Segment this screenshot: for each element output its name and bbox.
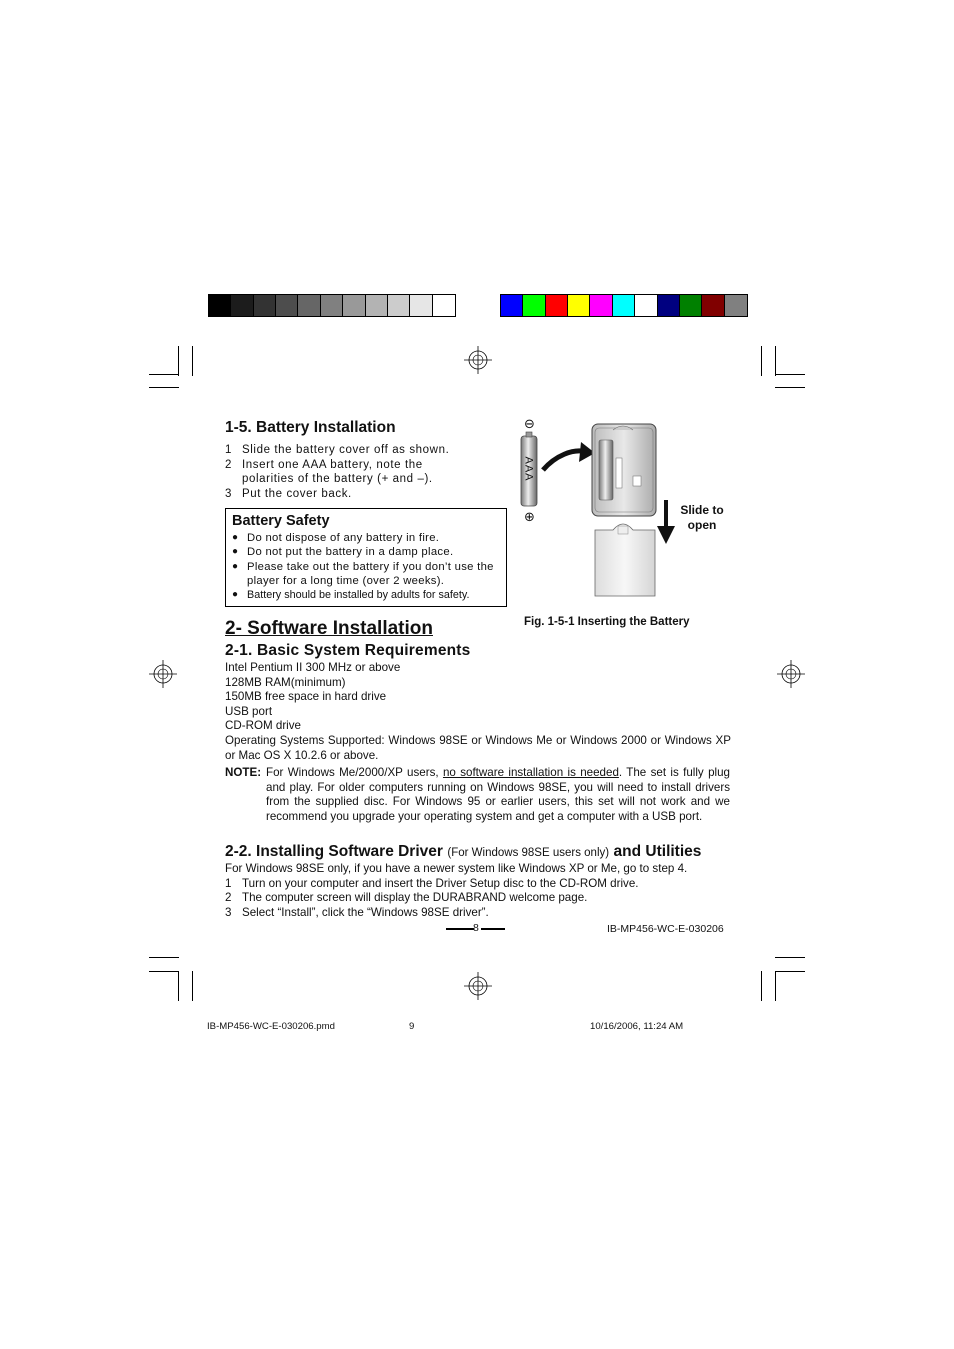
- list-item: ● Do not put the battery in a damp place.: [232, 546, 454, 559]
- crop-mark: [178, 971, 179, 1001]
- color-swatch: [209, 295, 231, 316]
- color-bar: [500, 294, 748, 317]
- crop-mark: [775, 957, 805, 958]
- bullet-icon: ●: [232, 560, 239, 572]
- crop-mark: [775, 374, 805, 375]
- registration-mark-icon: [464, 972, 492, 1000]
- list-item: 1 Turn on your computer and insert the Driver Setup disc to the CD-ROM drive.: [225, 876, 639, 890]
- list-item: 150MB free space in hard drive: [225, 690, 387, 704]
- list-item: CD-ROM drive: [225, 719, 302, 733]
- color-swatch: [366, 295, 388, 316]
- color-swatch: [613, 295, 635, 316]
- grayscale-bar: [208, 294, 456, 317]
- color-swatch: [433, 295, 455, 316]
- color-swatch: [501, 295, 523, 316]
- crop-mark: [149, 971, 179, 972]
- footer-filename: IB-MP456-WC-E-030206.pmd: [207, 1021, 335, 1032]
- crop-mark: [192, 971, 193, 1001]
- page-number-rule: [481, 928, 505, 930]
- registration-mark-icon: [777, 660, 805, 688]
- list-item: 3 Put the cover back.: [225, 487, 352, 500]
- footer-date: 10/16/2006, 11:24 AM: [590, 1021, 684, 1032]
- list-item: 2 Insert one AAA battery, note the polarities of the battery (+ and –).: [225, 458, 433, 485]
- requirements-list: [225, 661, 731, 763]
- battery-plus-icon: ⊕: [524, 509, 535, 524]
- list-item: Intel Pentium II 300 MHz or above: [225, 661, 401, 674]
- battery-minus-icon: ⊖: [524, 416, 535, 431]
- color-swatch: [231, 295, 253, 316]
- driver-title: 2-2. Installing Software Driver (For Windows 98SE users only) and Utilities: [225, 843, 702, 860]
- crop-mark: [149, 387, 179, 388]
- software-installation-title: 2- Software Installation: [225, 618, 433, 639]
- registration-mark-icon: [149, 660, 177, 688]
- battery-steps: [225, 443, 461, 501]
- color-swatch: [568, 295, 590, 316]
- list-item: 3 Select “Install”, click the “Windows 98SE driver”.: [225, 905, 489, 919]
- color-swatch: [276, 295, 298, 316]
- color-swatch: [680, 295, 702, 316]
- figure-caption: Fig. 1-5-1 Inserting the Battery: [524, 616, 690, 628]
- crop-mark: [761, 346, 762, 376]
- color-swatch: [702, 295, 724, 316]
- driver-intro: For Windows 98SE only, if you have a newer system like Windows XP or Me, go to step 4.: [225, 862, 688, 875]
- list-item: 1 Slide the battery cover off as shown.: [225, 444, 450, 456]
- color-swatch: [725, 295, 747, 316]
- bullet-icon: ●: [232, 546, 239, 558]
- color-swatch: [343, 295, 365, 316]
- color-swatch: [546, 295, 568, 316]
- document-code: IB-MP456-WC-E-030206: [607, 923, 724, 935]
- page-number: 8: [473, 922, 479, 934]
- color-swatch: [590, 295, 612, 316]
- crop-mark: [149, 957, 179, 958]
- color-swatch: [298, 295, 320, 316]
- battery-safety-title: Battery Safety: [232, 513, 330, 529]
- requirements-title: 2-1. Basic System Requirements: [225, 642, 471, 659]
- color-swatch: [635, 295, 657, 316]
- list-item: 128MB RAM(minimum): [225, 675, 346, 689]
- battery-figure: [515, 418, 730, 603]
- note-label: NOTE:: [225, 766, 262, 779]
- page-number-rule: [446, 928, 474, 930]
- bullet-icon: ●: [232, 589, 239, 601]
- registration-mark-icon: [464, 346, 492, 374]
- note-text: For Windows Me/2000/XP users, no software installation is needed. The set is fully plug and play. For older computers running on Windows 98SE, you will need to install drivers from the supplied disc. For Windows 95 or earlier users, this set will not work and we recommend you upgrade your operating system and get a computer with a USB port.: [266, 766, 730, 823]
- crop-mark: [775, 346, 776, 376]
- bullet-icon: ●: [232, 532, 239, 543]
- footer-page: 9: [409, 1021, 415, 1032]
- battery-installation-title: 1-5. Battery Installation: [225, 419, 396, 436]
- color-swatch: [321, 295, 343, 316]
- crop-mark: [775, 387, 805, 388]
- color-swatch: [254, 295, 276, 316]
- color-swatch: [410, 295, 432, 316]
- list-item: ● Please take out the battery if you don’t use the player for a long time (over 2 weeks).: [232, 560, 494, 587]
- battery-label: AAA: [522, 456, 535, 482]
- color-swatch: [388, 295, 410, 316]
- crop-mark: [149, 374, 179, 375]
- driver-section: [225, 862, 731, 920]
- color-swatch: [658, 295, 680, 316]
- color-swatch: [523, 295, 545, 316]
- slide-to-open-label: Slide to open: [680, 503, 724, 532]
- list-item: 2 The computer screen will display the DURABRAND welcome page.: [225, 891, 588, 905]
- note-paragraph: [225, 766, 730, 824]
- list-item: ● Battery should be installed by adults for safety.: [232, 589, 470, 602]
- battery-safety-box: [225, 508, 507, 607]
- crop-mark: [761, 971, 762, 1001]
- crop-mark: [178, 346, 179, 376]
- list-item: USB port: [225, 704, 273, 718]
- list-item: ● Do not dispose of any battery in fire.: [232, 532, 440, 544]
- os-supported-text: Operating Systems Supported: Windows 98SE or Windows Me or Windows 2000 or Windows XP or Mac OS X 10.2.6 or above.: [225, 733, 731, 762]
- crop-mark: [775, 971, 776, 1001]
- crop-mark: [775, 971, 805, 972]
- crop-mark: [192, 346, 193, 376]
